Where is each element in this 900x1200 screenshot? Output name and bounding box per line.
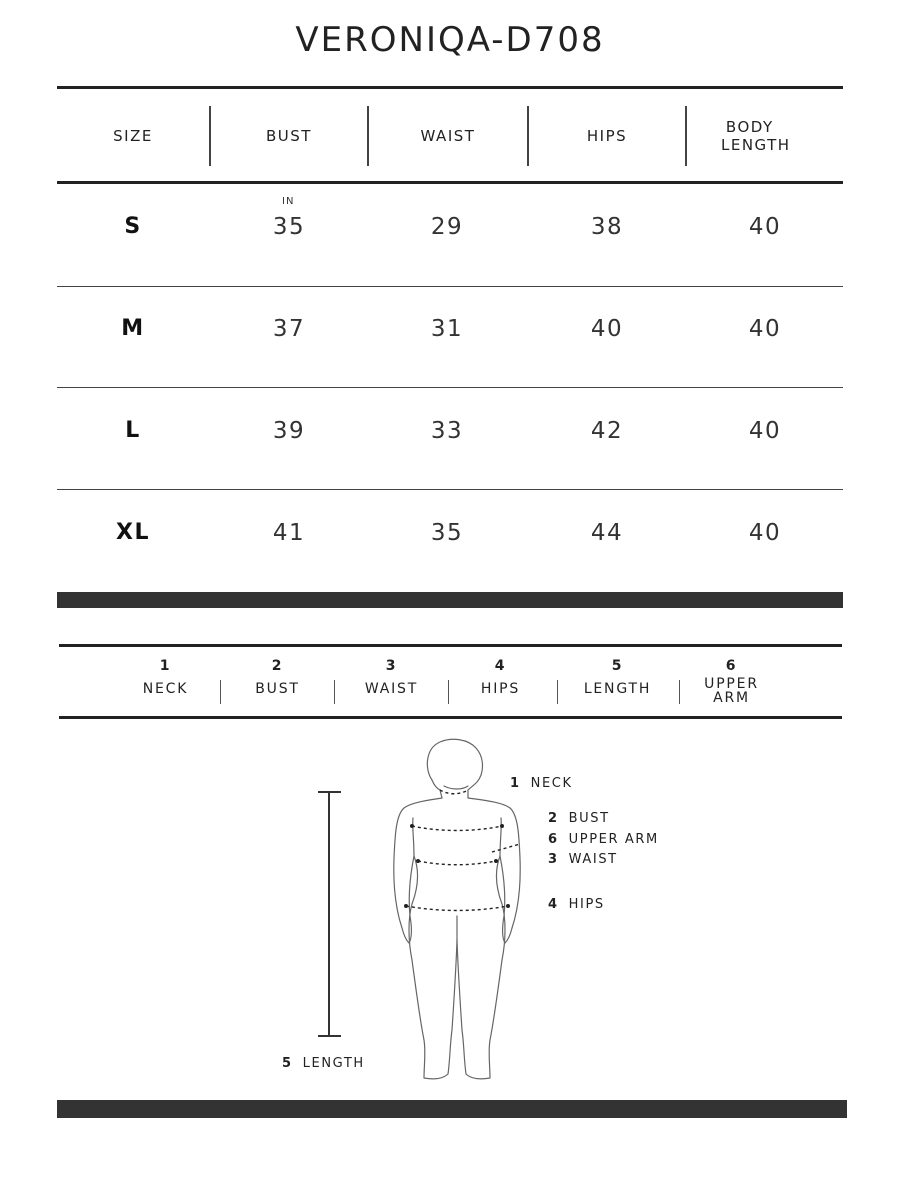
size-cell: S xyxy=(124,214,142,239)
hips-cell: 42 xyxy=(590,418,624,444)
bust-cell: 35 xyxy=(272,214,306,240)
bust-cell: 39 xyxy=(272,418,306,444)
annotation-neck: 1 NECK xyxy=(510,776,573,791)
legend-bust: 2 BUST xyxy=(255,658,300,697)
length-cell: 40 xyxy=(748,214,782,240)
legend-upper-arm: 6 UPPER ARM xyxy=(704,658,759,706)
legend-top-rule xyxy=(59,644,842,647)
length-cell: 40 xyxy=(748,520,782,546)
legend-hips: 4 HIPS xyxy=(480,658,521,697)
legend-waist: 3 WAIST xyxy=(364,658,419,697)
unit-label: IN xyxy=(282,196,295,207)
size-cell: L xyxy=(125,418,141,443)
table-row xyxy=(57,388,843,490)
page-title: VERONIQA-D708 xyxy=(295,20,605,60)
table-footer-bar xyxy=(57,592,843,608)
table-row xyxy=(57,286,843,388)
waist-cell: 31 xyxy=(430,316,464,342)
page-footer-bar xyxy=(57,1100,847,1118)
annotation-waist: 3 WAIST xyxy=(548,852,618,867)
legend-length: 5 LENGTH xyxy=(583,658,652,697)
length-cell: 40 xyxy=(748,418,782,444)
legend-bottom-rule xyxy=(59,716,842,719)
annotation-length: 5 LENGTH xyxy=(282,1056,365,1071)
header-waist: WAIST xyxy=(420,127,476,145)
table-row xyxy=(57,490,843,592)
table-row xyxy=(57,184,843,286)
table-top-rule xyxy=(57,86,843,89)
annotation-upper-arm: 6 UPPER ARM xyxy=(548,832,659,847)
length-cell: 40 xyxy=(748,316,782,342)
header-hips: HIPS xyxy=(586,127,628,145)
annotation-hips: 4 HIPS xyxy=(548,897,605,912)
header-body-length: BODY LENGTH xyxy=(721,118,791,154)
waist-cell: 35 xyxy=(430,520,464,546)
hips-cell: 38 xyxy=(590,214,624,240)
header-bust: BUST xyxy=(266,127,312,145)
size-cell: XL xyxy=(116,520,150,545)
bust-cell: 37 xyxy=(272,316,306,342)
bust-cell: 41 xyxy=(272,520,306,546)
header-size: SIZE xyxy=(113,127,153,145)
hips-cell: 40 xyxy=(590,316,624,342)
waist-cell: 29 xyxy=(430,214,464,240)
annotation-bust: 2 BUST xyxy=(548,811,610,826)
legend-neck: 1 NECK xyxy=(142,658,189,697)
legend-divider xyxy=(557,680,558,704)
size-cell: M xyxy=(121,316,145,341)
waist-cell: 33 xyxy=(430,418,464,444)
hips-cell: 44 xyxy=(590,520,624,546)
